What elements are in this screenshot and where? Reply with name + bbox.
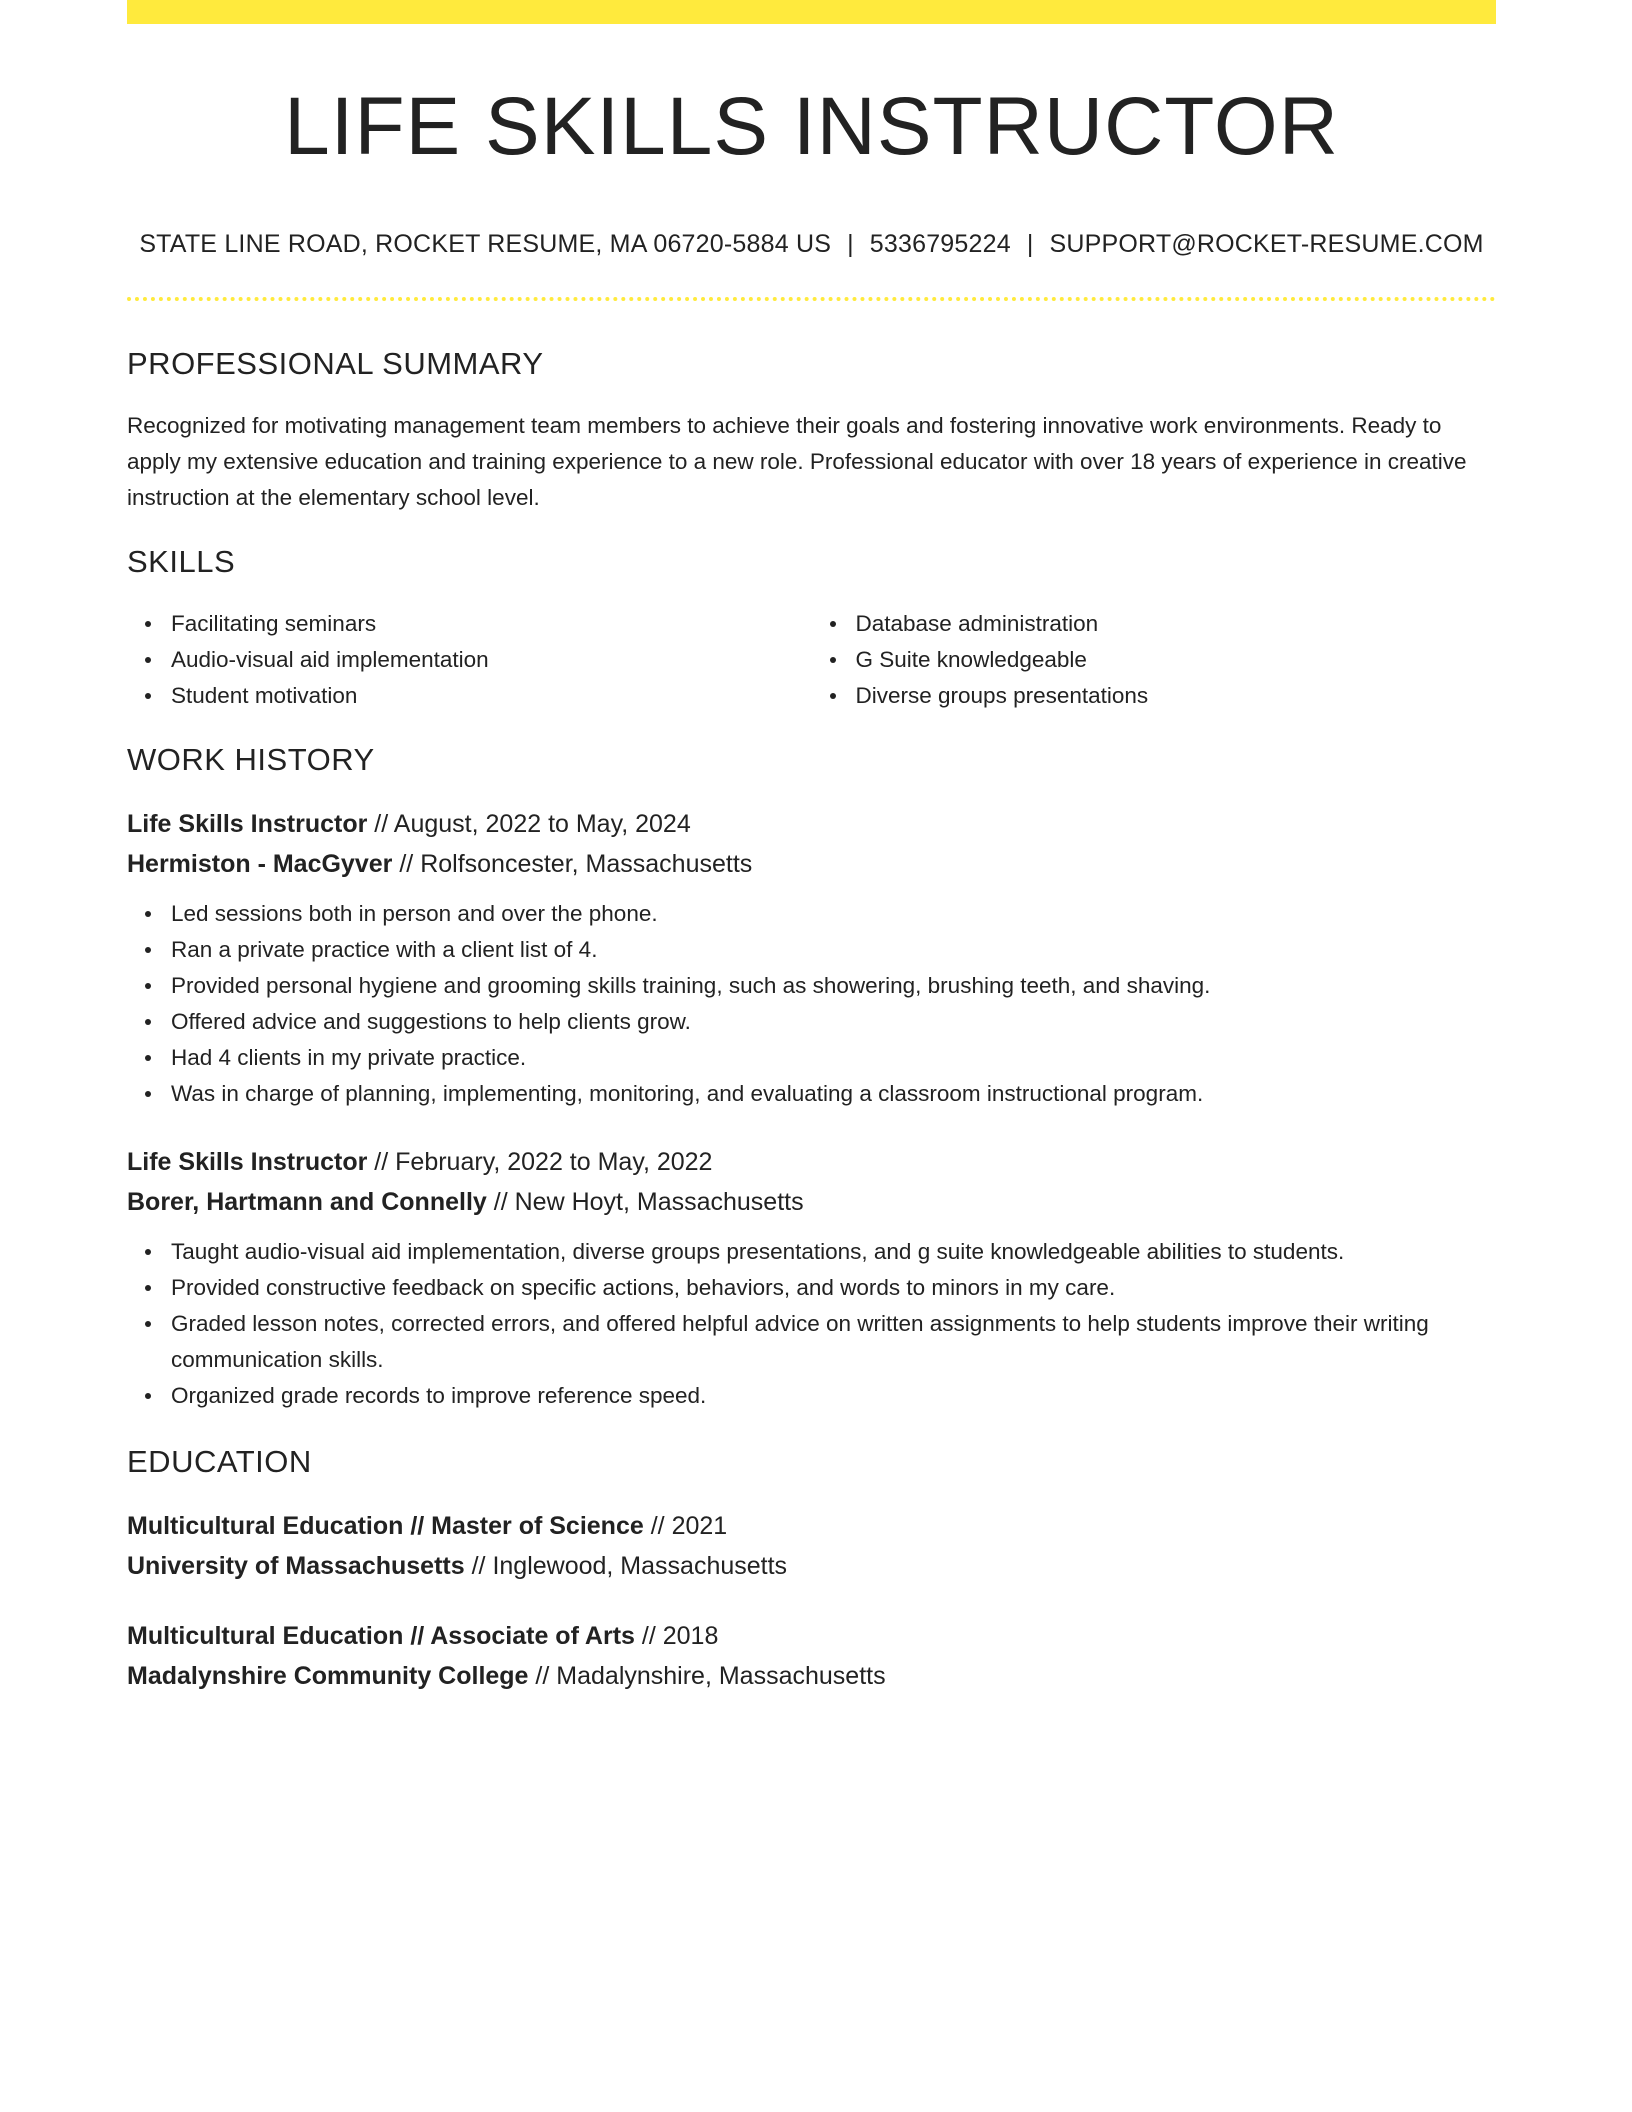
skills-list [127,606,1496,714]
contact-email: SUPPORT@ROCKET-RESUME.COM [1049,230,1484,259]
education-entry [127,1506,1496,1586]
job-title: Life Skills Instructor [127,1148,368,1177]
job-bullet: Had 4 clients in my private practice. [171,1040,1496,1076]
section-title-work-history: WORK HISTORY [127,742,375,778]
education-degree: Multicultural Education // Master of Science [127,1512,644,1541]
education-degree-line [127,1506,1496,1546]
section-title-skills: SKILLS [127,544,236,580]
education-location: Madalynshire, Massachusetts [556,1662,886,1691]
job-company-line [127,844,1496,884]
skill-item: Database administration [856,606,1497,642]
separator: // [399,850,414,879]
job-dates: August, 2022 to May, 2024 [393,810,691,839]
job-bullet: Provided personal hygiene and grooming skills training, such as showering, brushing teeth, and shaving. [171,968,1496,1004]
job-title-line [127,804,1496,844]
section-title-education: EDUCATION [127,1444,312,1480]
job-bullet: Provided constructive feedback on specific actions, behaviors, and words to minors in my care. [171,1270,1496,1306]
job-bullet: Organized grade records to improve reference speed. [171,1378,1496,1414]
accent-top-bar [127,0,1496,24]
separator: // [641,1622,656,1651]
job-dates: February, 2022 to May, 2022 [395,1148,713,1177]
contact-separator: | [847,230,854,259]
job-company-line [127,1182,1496,1222]
separator: // [535,1662,550,1691]
job-title-line [127,1142,1496,1182]
skills-column-left [127,606,812,714]
resume-name-heading: LIFE SKILLS INSTRUCTOR [284,81,1339,172]
skills-column-right [812,606,1497,714]
job-bullets [127,1234,1496,1414]
education-school: University of Massachusetts [127,1552,465,1581]
job-bullet: Graded lesson notes, corrected errors, and offered helpful advice on written assignments to help students improve their writing communication skills. [171,1306,1496,1378]
education-school-line [127,1546,1496,1586]
job-bullets [127,896,1496,1112]
contact-line [127,230,1496,259]
section-title-summary: PROFESSIONAL SUMMARY [127,346,544,382]
contact-address: STATE LINE ROAD, ROCKET RESUME, MA 06720-5884 US [139,230,832,259]
separator: // [374,810,389,839]
contact-separator: | [1026,230,1034,259]
job-bullet: Taught audio-visual aid implementation, diverse groups presentations, and g suite knowledgeable abilities to students. [171,1234,1496,1270]
education-year: 2021 [671,1512,728,1541]
separator: // [374,1148,389,1177]
education-degree: Multicultural Education // Associate of Arts [127,1622,635,1651]
education-year: 2018 [662,1622,719,1651]
skill-item: G Suite knowledgeable [856,642,1497,678]
job-company: Borer, Hartmann and Connelly [127,1188,487,1217]
skill-item: Student motivation [171,678,812,714]
job-bullet: Was in charge of planning, implementing, monitoring, and evaluating a classroom instructional program. [171,1076,1496,1112]
job-location: New Hoyt, Massachusetts [514,1188,804,1217]
education-entry [127,1616,1496,1696]
job-company: Hermiston - MacGyver [127,850,393,879]
summary-text: Recognized for motivating management team members to achieve their goals and fostering innovative work environments. Ready to apply my extensive education and training experience to a new role. Professional educator with over 18 years of experience in creative instruction at the elementary school level. [127,413,1467,511]
job-title: Life Skills Instructor [127,810,368,839]
separator: // [471,1552,486,1581]
education-school: Madalynshire Community College [127,1662,529,1691]
separator: // [650,1512,665,1541]
skill-item: Audio-visual aid implementation [171,642,812,678]
job-bullet: Ran a private practice with a client list of 4. [171,932,1496,968]
job-entry [127,804,1496,1112]
job-bullet: Offered advice and suggestions to help clients grow. [171,1004,1496,1040]
resume-page [127,0,1496,1696]
education-location: Inglewood, Massachusetts [492,1552,788,1581]
job-bullet: Led sessions both in person and over the phone. [171,896,1496,932]
contact-phone: 5336795224 [869,230,1011,259]
job-location: Rolfsoncester, Massachusetts [420,850,753,879]
job-entry [127,1142,1496,1414]
separator: // [493,1188,508,1217]
skill-item: Facilitating seminars [171,606,812,642]
education-school-line [127,1656,1496,1696]
education-degree-line [127,1616,1496,1656]
skill-item: Diverse groups presentations [856,678,1497,714]
dotted-divider [127,297,1496,301]
